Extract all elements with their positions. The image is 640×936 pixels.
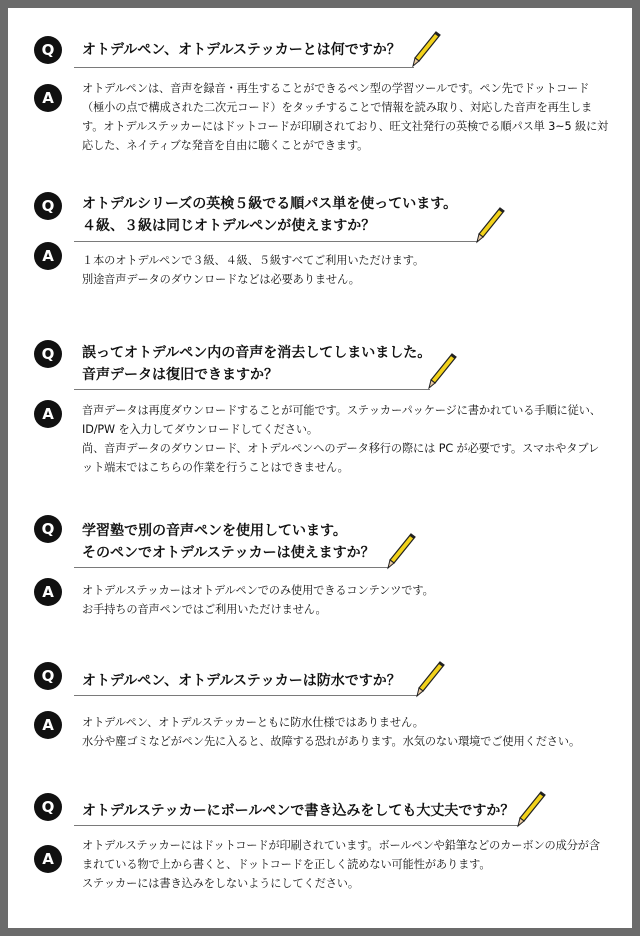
answer-badge: A — [34, 711, 62, 739]
pencil-icon — [411, 30, 441, 68]
question-text: オトデルステッカーにボールペンで書き込みをしても大丈夫ですか？ — [82, 803, 515, 819]
question-underline — [74, 695, 418, 696]
question-text: オトデルシリーズの英検５級でる順パス単を使っています。 ４級、３級は同じオトデルペンが使えますか？ — [82, 196, 458, 234]
answer-badge: A — [34, 400, 62, 428]
question-text: 誤ってオトデルペン内の音声を消去してしまいました。 音声データは復旧できますか？ — [82, 345, 432, 383]
answer-badge: A — [34, 578, 62, 606]
question-badge: Q — [34, 662, 62, 690]
question-badge: Q — [34, 515, 62, 543]
question-badge: Q — [34, 192, 62, 220]
question-badge: Q — [34, 793, 62, 821]
question-text: 学習塾で別の音声ペンを使用しています。 そのペンでオトデルステッカーは使えますか？ — [82, 523, 375, 561]
answer-text: オトデルペン、オトデルステッカーともに防水仕様ではありません。 水分や塵ゴミなどがペン先に入ると、故障する恐れがあります。水気のない環境でご使用ください。 — [82, 716, 581, 748]
answer-badge: A — [34, 242, 62, 270]
question-underline — [74, 825, 518, 826]
answer-text: １本のオトデルペンで３級、４級、５級すべてご利用いただけます。 別途音声データのダウンロードなどは必要ありません。 — [82, 254, 425, 286]
answer-badge: A — [34, 84, 62, 112]
answer-badge: A — [34, 845, 62, 873]
pencil-icon — [516, 790, 546, 828]
pencil-icon — [386, 532, 416, 570]
question-underline — [74, 67, 414, 68]
pencil-icon — [475, 206, 505, 244]
question-text: オトデルペン、オトデルステッカーは防水ですか？ — [82, 673, 401, 689]
question-badge: Q — [34, 340, 62, 368]
question-underline — [74, 567, 388, 568]
answer-text: 音声データは再度ダウンロードすることが可能です。ステッカーパッケージに書かれている手順に従い、ID/PW を入力してダウンロードしてください。 尚、音声データのダウンロード、オトデルペンへのデータ移行の際には PC が必要です。スマホやタブレット端末ではこちらの作業を行うことはできません。 — [82, 404, 601, 474]
question-badge: Q — [34, 36, 62, 64]
question-underline — [74, 241, 478, 242]
question-underline — [74, 389, 430, 390]
answer-text: オトデルペンは、音声を録音・再生することができるペン型の学習ツールです。ペン先でドットコード（極小の点で構成された二次元コード）をタッチすることで情報を読み取り、対応した音声を再生します。オトデルステッカーにはドットコードが印刷されており、旺文社発行の英検でる順パス単 3~5 級に対応した、ネイティブな発音を自由に聴くことができます。 — [82, 82, 609, 152]
answer-text: オトデルステッカーはオトデルペンでのみ使用できるコンテンツです。 お手持ちの音声ペンではご利用いただけません。 — [82, 584, 434, 616]
pencil-icon — [427, 352, 457, 390]
answer-text: オトデルステッカーにはドットコードが印刷されています。ボールペンや鉛筆などのカーボンの成分が含まれている物で上から書くと、ドットコードを正しく読めない可能性があります。 ステッカーには書き込みをしないようにしてください。 — [82, 839, 600, 890]
pencil-icon — [415, 660, 445, 698]
question-text: オトデルペン、オトデルステッカーとは何ですか？ — [82, 42, 401, 58]
